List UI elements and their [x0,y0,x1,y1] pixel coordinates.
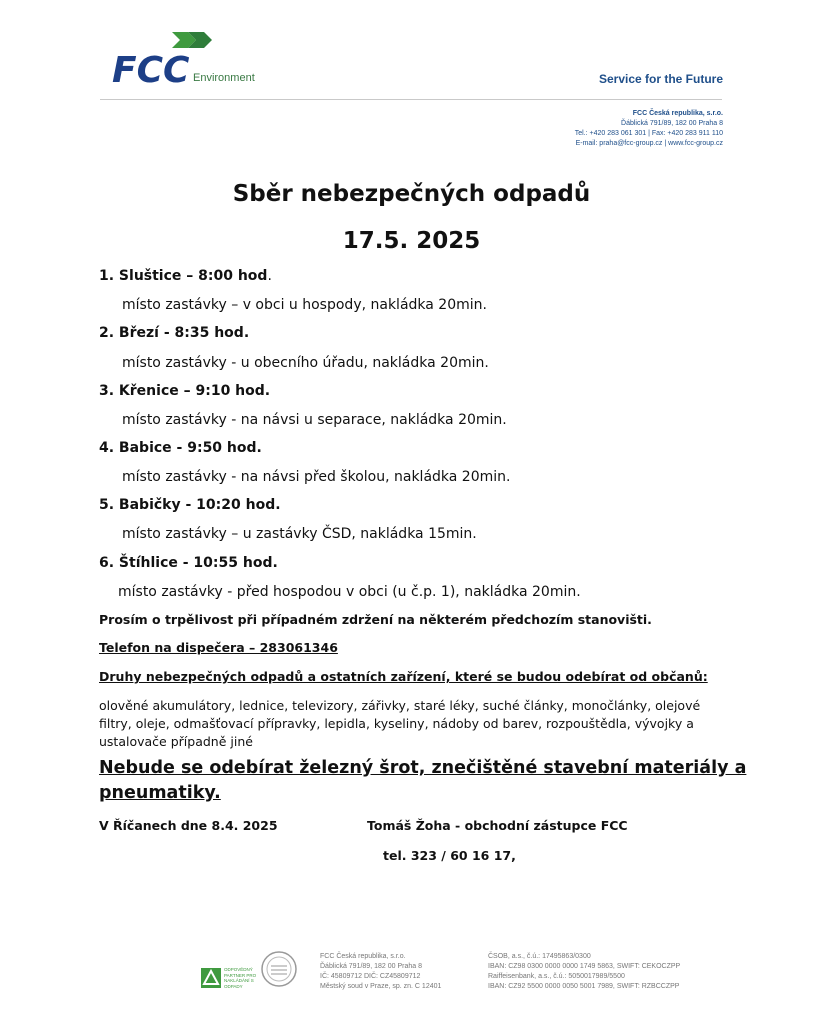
company-name: FCC Česká republika, s.r.o. [632,110,723,117]
signature: Tomáš Žoha - obchodní zástupce FCC [367,818,628,833]
stop-title-4: 4. Babice - 9:50 hod. [99,440,262,456]
footer-company-address: Ďáblická 791/89, 182 00 Praha 8 [320,963,422,970]
responsible-partner-badge-icon [201,968,221,988]
certification-seal-icon [260,950,298,988]
waste-list: olověné akumulátory, lednice, televizory, zářivky, staré léky, suché články, monočlánky, olejové filtry, oleje, odmašťovací přípravky, lepidla, kyseliny, nádoby od barev, rozpouštědla, vývojky a ustalovače případně jiné [99,698,701,749]
footer-company-name: FCC Česká republika, s.r.o. [320,953,406,960]
stop-title-2: 2. Březí - 8:35 hod. [99,325,250,341]
footer-company-ids: IČ: 45809712 DIČ: CZ45809712 [320,973,421,980]
event-date: 17.5. 2025 [342,228,481,254]
footer-iban-1: IBAN: CZ98 0300 0000 0000 1749 5863, SWIFT: CEKOCZPP [488,963,681,970]
company-contact [575,109,723,149]
header-divider [100,99,722,100]
dispatcher-phone: Telefon na dispečera – 283061346 [99,640,338,655]
logo-text: FCC [112,50,190,90]
page-title: Sběr nebezpečných odpadů [232,181,591,207]
company-phone: Tel.: +420 283 061 301 | Fax: +420 283 911 110 [574,130,723,137]
footer-iban-2: IBAN: CZ92 5500 0000 0050 5001 7989, SWIFT: RZBCCZPP [488,983,680,990]
stop-detail-6: místo zastávky - před hospodou v obci (u č.p. 1), nakládka 20min. [118,584,581,600]
warning-notice: Nebude se odebírat železný šrot, znečištěné stavební materiály a pneumatiky. [99,758,747,803]
footer-bank-1: ČSOB, a.s., č.ú.: 17495863/0300 [488,953,591,960]
company-email: E-mail: praha@fcc-group.cz | www.fcc-group.cz [575,140,723,147]
stop-detail-4: místo zastávky - na návsi před školou, nakládka 20min. [122,469,511,485]
footer-court-register: Městský soud v Praze, sp. zn. C 12401 [320,983,442,990]
stop-title-5: 5. Babičky - 10:20 hod. [99,497,281,513]
footer-company [320,952,441,992]
service-tagline: Service for the Future [598,72,723,86]
stop-title-1: 1. Sluštice – 8:00 hod. [99,268,272,284]
stop-detail-5: místo zastávky – u zastávky ČSD, nakládka 15min. [122,526,477,542]
footer-bank-2: Raiffeisenbank, a.s., č.ú.: 5050017989/5500 [488,973,625,980]
signature-phone: tel. 323 / 60 16 17, [383,848,516,863]
stop-title-6: 6. Štíhlice - 10:55 hod. [99,555,278,571]
footer-bank [488,952,680,992]
badge-text: ODPOVĚDNÝ PARTNER PRO NAKLÁDÁNÍ S ODPADY [224,967,257,989]
logo-subtitle: Environment [193,72,255,84]
stop-detail-3: místo zastávky - na návsi u separace, nakládka 20min. [122,412,507,428]
stop-detail-2: místo zastávky - u obecního úřadu, nakládka 20min. [122,355,489,371]
company-address: Ďáblická 791/89, 182 00 Praha 8 [621,120,723,127]
stop-title-3: 3. Křenice – 9:10 hod. [99,383,271,399]
waste-heading: Druhy nebezpečných odpadů a ostatních zařízení, které se budou odebírat od občanů: [99,669,708,684]
place-date: V Říčanech dne 8.4. 2025 [99,818,278,833]
stop-detail-1: místo zastávky – v obci u hospody, nakládka 20min. [122,297,487,313]
patience-note: Prosím o trpělivost při případném zdržení na některém předchozím stanovišti. [99,612,652,627]
